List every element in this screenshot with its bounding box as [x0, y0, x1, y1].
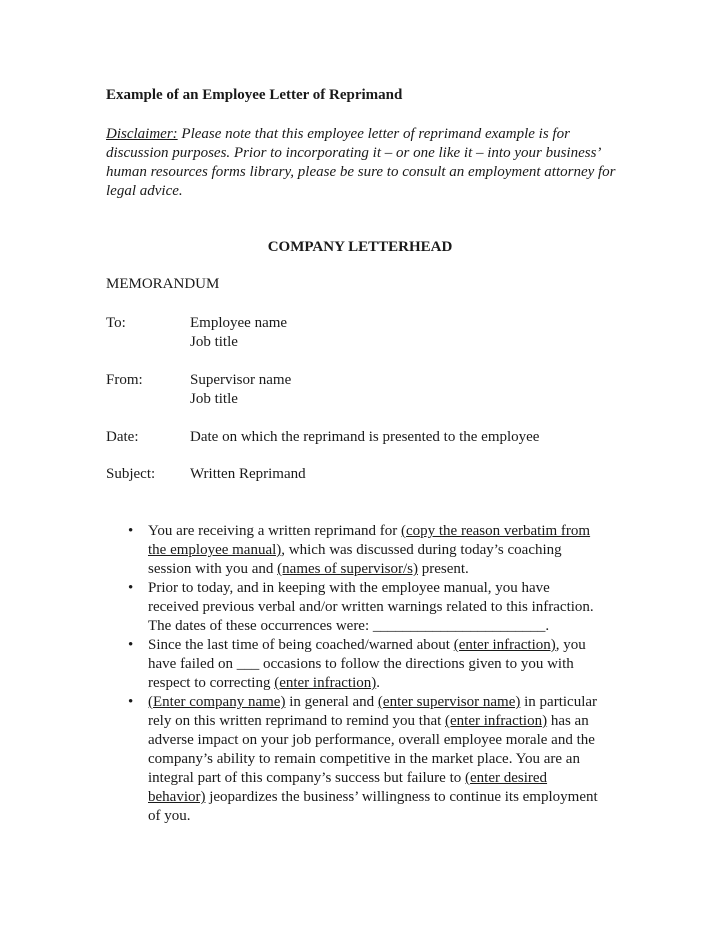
- bullet-text: , which was discussed during today’s coaching session with you and: [148, 542, 562, 577]
- to-value: [190, 314, 630, 352]
- placeholder-text: (enter infraction): [453, 637, 556, 653]
- bullet-text: .: [376, 675, 380, 691]
- bullet-text: , you have failed on ___ occasions to follow the directions given to you with respect to correcting: [148, 637, 586, 691]
- placeholder-text: (copy the reason verbatim from the employee manual): [148, 523, 591, 558]
- company-letterhead: COMPANY LETTERHEAD: [267, 239, 453, 255]
- placeholder-text: (enter supervisor name): [377, 694, 521, 710]
- to-label: To:: [106, 315, 126, 331]
- bullet-item: [128, 636, 598, 693]
- bullet-text: Prior to today, and in keeping with the employee manual, you have received previous verbal and/or written warnings related to this infraction. The dates of these occurrences were:: [148, 580, 594, 634]
- bullet-text: jeopardizes the business’ willingness to continue its employment of you.: [148, 789, 598, 824]
- bullet-text: Since the last time of being coached/warned about: [148, 637, 454, 653]
- bullet-text: in general and: [285, 694, 378, 710]
- disclaimer-text: Please note that this employee letter of reprimand example is for discussion purposes. Prior to incorporating it – or one like it – into your business’ human resources forms library, please be sure to consult an employment attorney for legal advice.: [106, 126, 616, 199]
- placeholder-text: (enter infraction): [274, 675, 377, 691]
- subject-value: Written Reprimand: [190, 466, 306, 482]
- document-title: Example of an Employee Letter of Reprimand: [106, 87, 403, 103]
- bullet-item: [128, 579, 598, 636]
- bullet-item: [128, 693, 598, 826]
- bullet-text: You are receiving a written reprimand for: [148, 523, 401, 539]
- from-job-title: Job title: [190, 391, 238, 407]
- memorandum-label: MEMORANDUM: [106, 276, 220, 292]
- placeholder-text: (enter desired behavior): [148, 770, 548, 805]
- placeholder-text: (names of supervisor/s): [277, 561, 418, 577]
- reprimand-bullet-list: [128, 522, 598, 826]
- placeholder-text: (Enter company name): [148, 694, 286, 710]
- to-employee-name: Employee name: [190, 315, 288, 331]
- blank-line: _______________________.: [372, 618, 550, 634]
- placeholder-text: (enter infraction): [445, 713, 548, 729]
- bullet-text: has an adverse impact on your job performance, overall employee morale and the company’s ability to remain competitive in the market place. You are an integral part of this company’s success but failure to: [148, 713, 595, 786]
- from-label: From:: [106, 372, 143, 388]
- subject-label: Subject:: [106, 466, 156, 482]
- bullet-item: [128, 522, 598, 579]
- to-job-title: Job title: [190, 334, 238, 350]
- from-supervisor-name: Supervisor name: [190, 372, 292, 388]
- from-value: [190, 371, 630, 409]
- bullet-text: present.: [417, 561, 469, 577]
- date-value: Date on which the reprimand is presented to the employee: [190, 429, 540, 445]
- disclaimer-lead: Disclaimer:: [106, 126, 178, 142]
- bullet-text: in particular rely on this written reprimand to remind you that: [148, 694, 598, 729]
- date-label: Date:: [106, 429, 139, 445]
- disclaimer: [106, 125, 616, 201]
